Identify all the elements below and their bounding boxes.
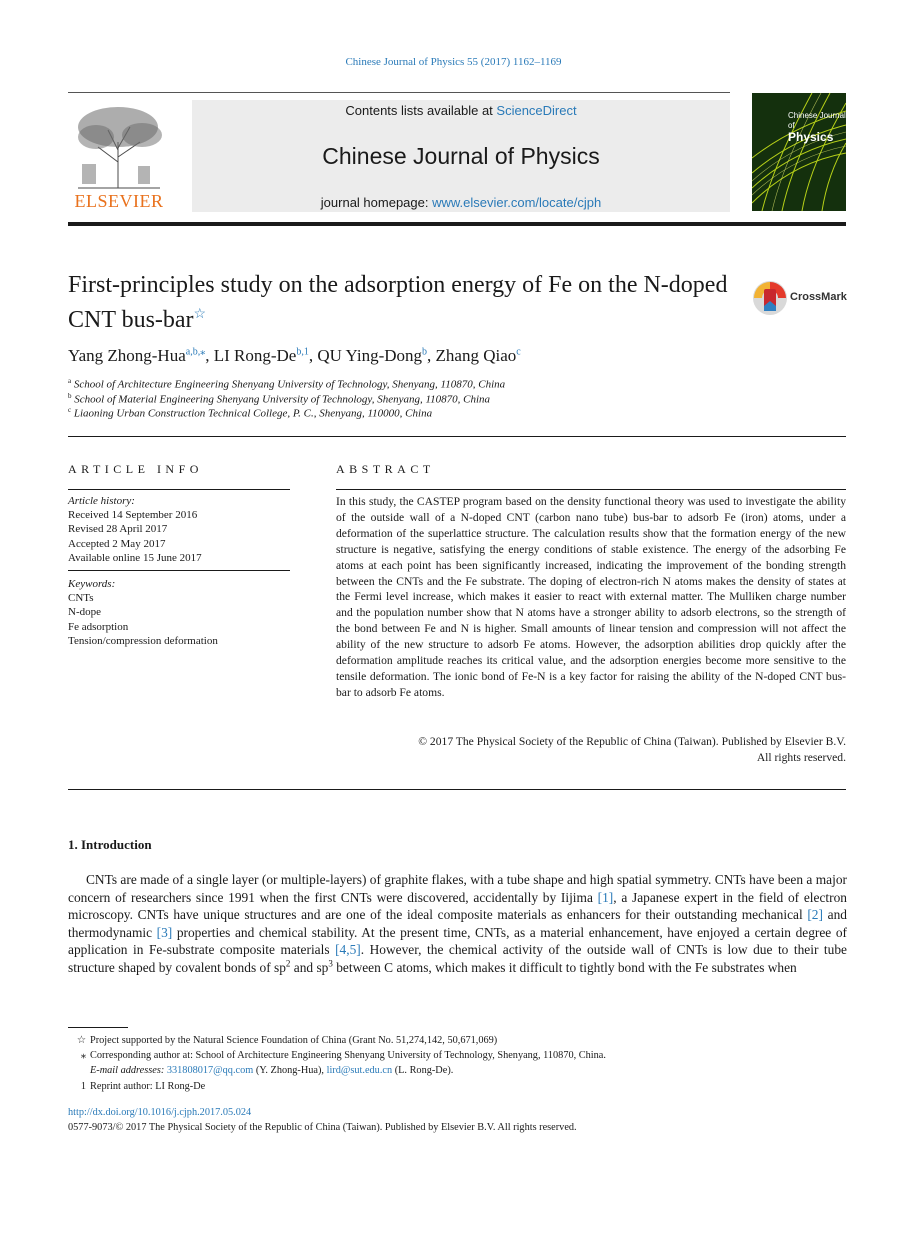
history-item: Available online 15 June 2017 — [68, 551, 202, 564]
author-separator: , — [205, 346, 214, 365]
keywords-rule — [68, 570, 290, 571]
footnote-reprint — [68, 1079, 828, 1094]
affiliation-text: Liaoning Urban Construction Technical College, P. C., Shenyang, 110000, China — [73, 407, 433, 420]
intro-paragraph — [68, 871, 847, 976]
footnote-rule — [68, 1027, 128, 1028]
superscript: 3 — [328, 958, 333, 969]
homepage-link[interactable]: www.elsevier.com/locate/cjph — [432, 195, 602, 210]
keywords-label: Keywords: — [68, 578, 116, 591]
cover-title-line2: Physics — [788, 130, 834, 144]
doi-link[interactable]: http://dx.doi.org/10.1016/j.cjph.2017.05.024 — [68, 1107, 252, 1118]
author-name[interactable]: QU Ying-Dong — [317, 346, 423, 365]
title-footnote-mark[interactable]: ☆ — [193, 307, 207, 322]
homepage-prefix: journal homepage: — [320, 195, 433, 210]
intro-heading: 1. Introduction — [68, 837, 152, 852]
footnote-text: Reprint author: LI Rong-De — [90, 1081, 206, 1092]
footnote-mark: 1 — [80, 1081, 86, 1092]
email-label: E-mail addresses: — [90, 1065, 165, 1076]
section-divider — [68, 789, 846, 790]
rights-line: All rights reserved. — [756, 750, 846, 764]
keyword-item: Tension/compression deformation — [68, 634, 218, 647]
issn-copyright: 0577-9073/© 2017 The Physical Society of the Republic of China (Taiwan). Published by Elsevier B.V. All rights reserved. — [68, 1122, 577, 1133]
author-list — [68, 346, 808, 366]
keyword-item: N-dope — [68, 606, 101, 619]
affiliation-mark: b — [68, 392, 72, 400]
elsevier-wordmark: ELSEVIER — [74, 191, 164, 211]
abstract-heading: ABSTRACT — [336, 462, 435, 476]
author-separator: , — [427, 346, 436, 365]
footnote-text: Project supported by the Natural Science Foundation of China (Grant No. 51,274,142, 50,671,069) — [90, 1035, 498, 1046]
author-affiliation-marks[interactable]: b,1 — [296, 346, 309, 358]
elsevier-logo[interactable] — [68, 102, 170, 212]
keyword-item: Fe adsorption — [68, 620, 129, 633]
affiliation — [68, 392, 768, 406]
affiliation — [68, 406, 768, 420]
reference-link[interactable]: [2] — [807, 907, 823, 922]
footnote-mark: ⁎ — [80, 1050, 86, 1061]
reference-link[interactable]: [3] — [156, 924, 173, 940]
article-info-panel — [68, 494, 290, 648]
section-divider — [68, 436, 846, 437]
intro-text: . However, the chemical activity of the outside wall of CNTs is low due to their tube structure shaped by covalent bonds of sp — [68, 942, 847, 975]
contents-prefix: Contents lists available at — [345, 103, 497, 118]
author-name[interactable]: Zhang Qiao — [435, 346, 517, 365]
cover-title-line1: Chinese Journal of — [788, 111, 846, 130]
affiliation-text: School of Material Engineering Shenyang University of Technology, Shenyang, 110870, China — [74, 393, 491, 406]
history-label: Article history: — [68, 495, 135, 507]
intro-text: and thermodynamic — [68, 907, 847, 940]
contents-line — [192, 103, 730, 118]
abstract-copyright — [336, 734, 846, 766]
cover-title — [788, 111, 846, 144]
author-separator: , — [308, 346, 318, 365]
homepage-line — [192, 195, 730, 210]
masthead-bottom-rule — [68, 222, 846, 226]
history-item: Revised 28 April 2017 — [68, 523, 168, 536]
article-title-text: First-principles study on the adsorption energy of Fe on the N-doped CNT bus-bar — [68, 272, 728, 333]
abstract-rule — [336, 489, 846, 490]
reference-link[interactable]: [4,5] — [335, 942, 361, 957]
abstract-text: In this study, the CASTEP program based on the density functional theory was used to investigate the ability of the outside wall of a N-doped CNT (carbon nano tube) bus-bar to adsorb Fe (iron) atoms, under a deformation of the superlattice structure. The calculation results show that the formation energy of the new structure is negative, satisfying the energy conditions of stable existence. The energy of the adsorbing Fe atoms at each point has been significantly increased, indicating the improvement of the bonding strength between the CNTs and the Fe substrate. The doping of electron-rich N atoms makes the density of states at the Fermi level increase, which makes it easier to react with external matter. The Mulliken charge number and the population number show that N atoms have a stronger ability to adsorb electrons, so the strength of the bond between Fe and N is higher. Small amounts of linear tension and compression will not affect the ability of the new structure to adsorb Fe atoms. However, the adsorption abilities drop quickly after the deformation amplitude reaches its critical value, and the adsorption energies become more sensitive to the tensile deformation. The ionic bond of Fe-N is a key factor for raising the ability of the N-doped CNT bus-bar to adsorb Fe atoms. — [336, 495, 846, 699]
masthead-top-rule — [68, 92, 730, 93]
article-info-heading: ARTICLE INFO — [68, 462, 203, 476]
footnote-funding — [68, 1033, 828, 1048]
email-owner: (L. Rong-De). — [392, 1065, 454, 1076]
copyright-line: © 2017 The Physical Society of the Republic of China (Taiwan). Published by Elsevier B.V. — [418, 735, 846, 748]
crossmark-badge[interactable] — [752, 280, 848, 316]
intro-text: CNTs are made of a single layer (or multiple-layers) of graphite flakes, with a tube shape and high spatial symmetry. CNTs have been a major concern of researchers since 1991 when the first CNTs were discovered, accidentally by Iijima — [68, 872, 847, 905]
keyword-item: CNTs — [68, 592, 94, 605]
footnote-text: Corresponding author at: School of Architecture Engineering Shenyang University of Technology, Shenyang, 110870, China. — [90, 1050, 606, 1061]
author-name[interactable]: Yang Zhong-Hua — [68, 346, 186, 365]
footnote-mark: ☆ — [76, 1035, 86, 1046]
history-item: Received 14 September 2016 — [68, 509, 198, 522]
journal-title: Chinese Journal of Physics — [322, 143, 600, 169]
article-info-rule — [68, 489, 290, 490]
intro-text: and sp — [290, 959, 329, 975]
affiliation-mark: c — [68, 406, 72, 414]
affiliation-mark: a — [68, 377, 72, 385]
footnote-emails — [68, 1063, 828, 1078]
author-name[interactable]: LI Rong-De — [213, 346, 297, 365]
author-affiliation-marks[interactable]: a,b,⁎ — [185, 346, 206, 358]
journal-citation[interactable]: Chinese Journal of Physics 55 (2017) 1162–1169 — [345, 56, 562, 68]
crossmark-icon — [752, 280, 788, 316]
author-affiliation-marks[interactable]: c — [516, 346, 521, 358]
elsevier-tree-icon — [68, 102, 170, 190]
superscript: 2 — [285, 958, 291, 969]
email-link[interactable]: lird@sut.edu.cn — [326, 1065, 393, 1076]
intro-text: between C atoms, which makes it difficult to tightly bond with the Fe substrates when — [332, 959, 797, 975]
crossmark-label: CrossMark — [790, 291, 847, 303]
sciencedirect-link[interactable]: ScienceDirect — [496, 103, 577, 118]
history-item: Accepted 2 May 2017 — [68, 537, 166, 550]
email-link[interactable]: 331808017@qq.com — [166, 1065, 254, 1076]
reference-link[interactable]: [1] — [597, 889, 614, 905]
intro-text: , a Japanese expert in the field of electron microscopy. CNTs have unique structures and are one of the ideal composite materials as enhancers for their outstanding mechanical — [68, 889, 847, 922]
article-title — [68, 271, 728, 335]
intro-text: properties and chemical stability. At the present time, CNTs, as a material enhancement, have enjoyed a certain degree of application in Fe-substrate composite materials — [68, 924, 847, 957]
footnote-corresponding — [68, 1048, 828, 1063]
affiliation — [68, 377, 768, 391]
journal-cover-image[interactable] — [752, 93, 846, 211]
email-owner: (Y. Zhong-Hua), — [253, 1065, 327, 1076]
author-affiliation-marks[interactable]: b — [422, 346, 428, 358]
affiliation-text: School of Architecture Engineering Shenyang University of Technology, Shenyang, 110870, China — [73, 378, 506, 391]
